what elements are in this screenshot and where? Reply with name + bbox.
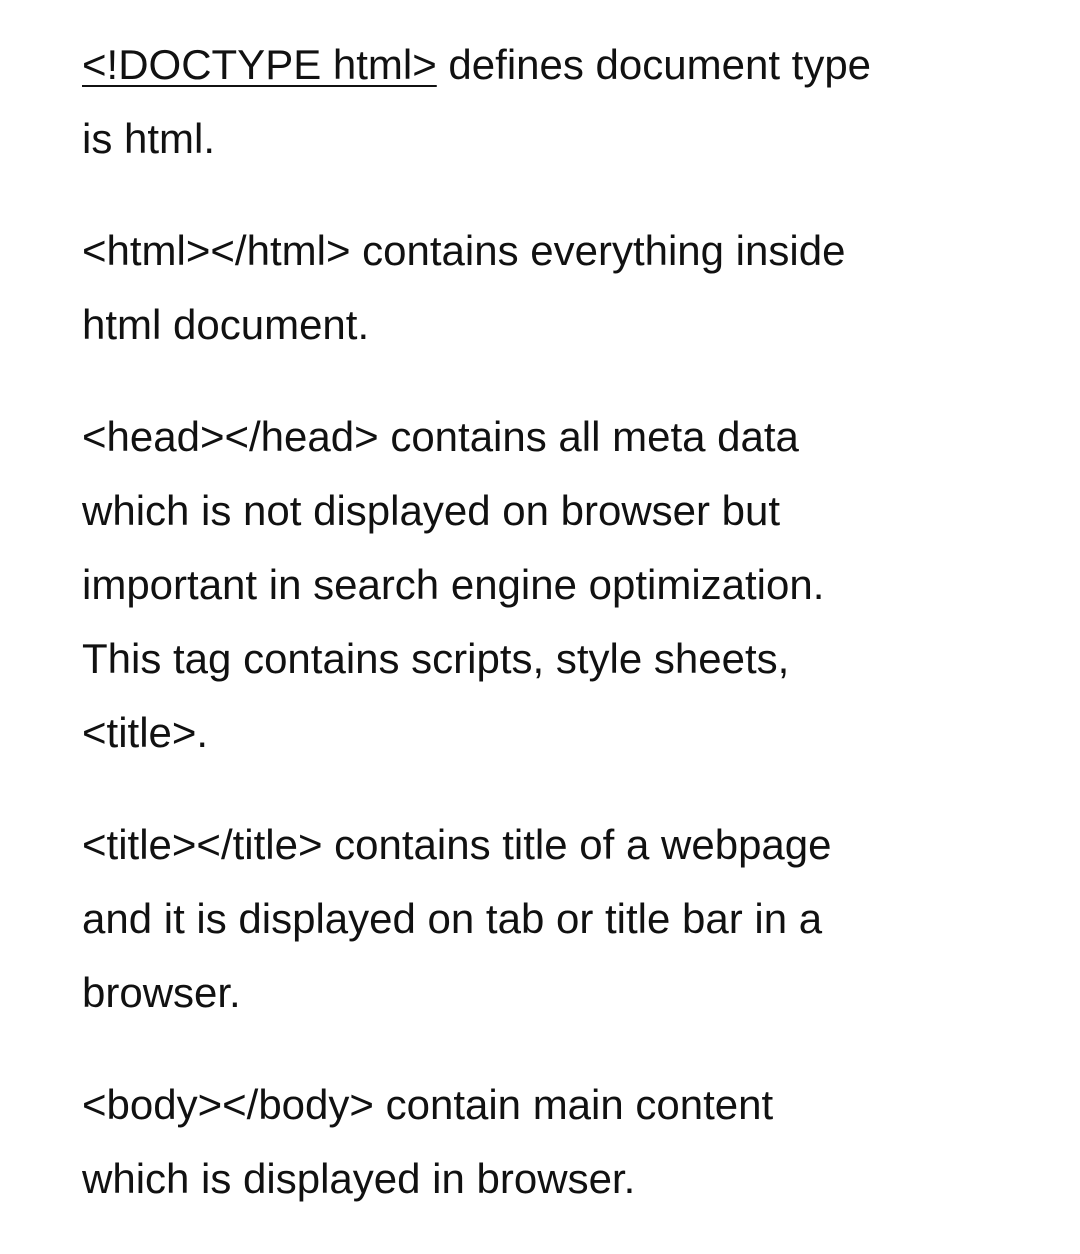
text-line: which is displayed in browser. [82,1155,636,1202]
text-line: <html></html> contains everything inside [82,227,846,274]
text-line: browser. [82,969,241,1016]
text-line: and it is displayed on tab or title bar in a [82,895,823,942]
text-line: <body></body> contain main content [82,1081,774,1128]
paragraph-body [82,1068,1042,1216]
text-line: <title>. [82,709,209,756]
document-text [82,28,1042,1254]
text-line: important in search engine optimization. [82,561,825,608]
text-fragment: defines document type [436,41,872,88]
text-line: <title></title> contains title of a webpage [82,821,832,868]
text-line: <head></head> contains all meta data [82,413,799,460]
paragraph-html [82,214,1042,362]
text-line: html document. [82,301,370,348]
text-line: which is not displayed on browser but [82,487,781,534]
text-line [82,28,1042,102]
paragraph-head [82,400,1042,770]
paragraph-title [82,808,1042,1030]
text-line: is html. [82,115,216,162]
text-line: This tag contains scripts, style sheets, [82,635,790,682]
paragraph-doctype [82,28,1042,176]
doctype-tag-underlined: <!DOCTYPE html> [82,41,437,88]
